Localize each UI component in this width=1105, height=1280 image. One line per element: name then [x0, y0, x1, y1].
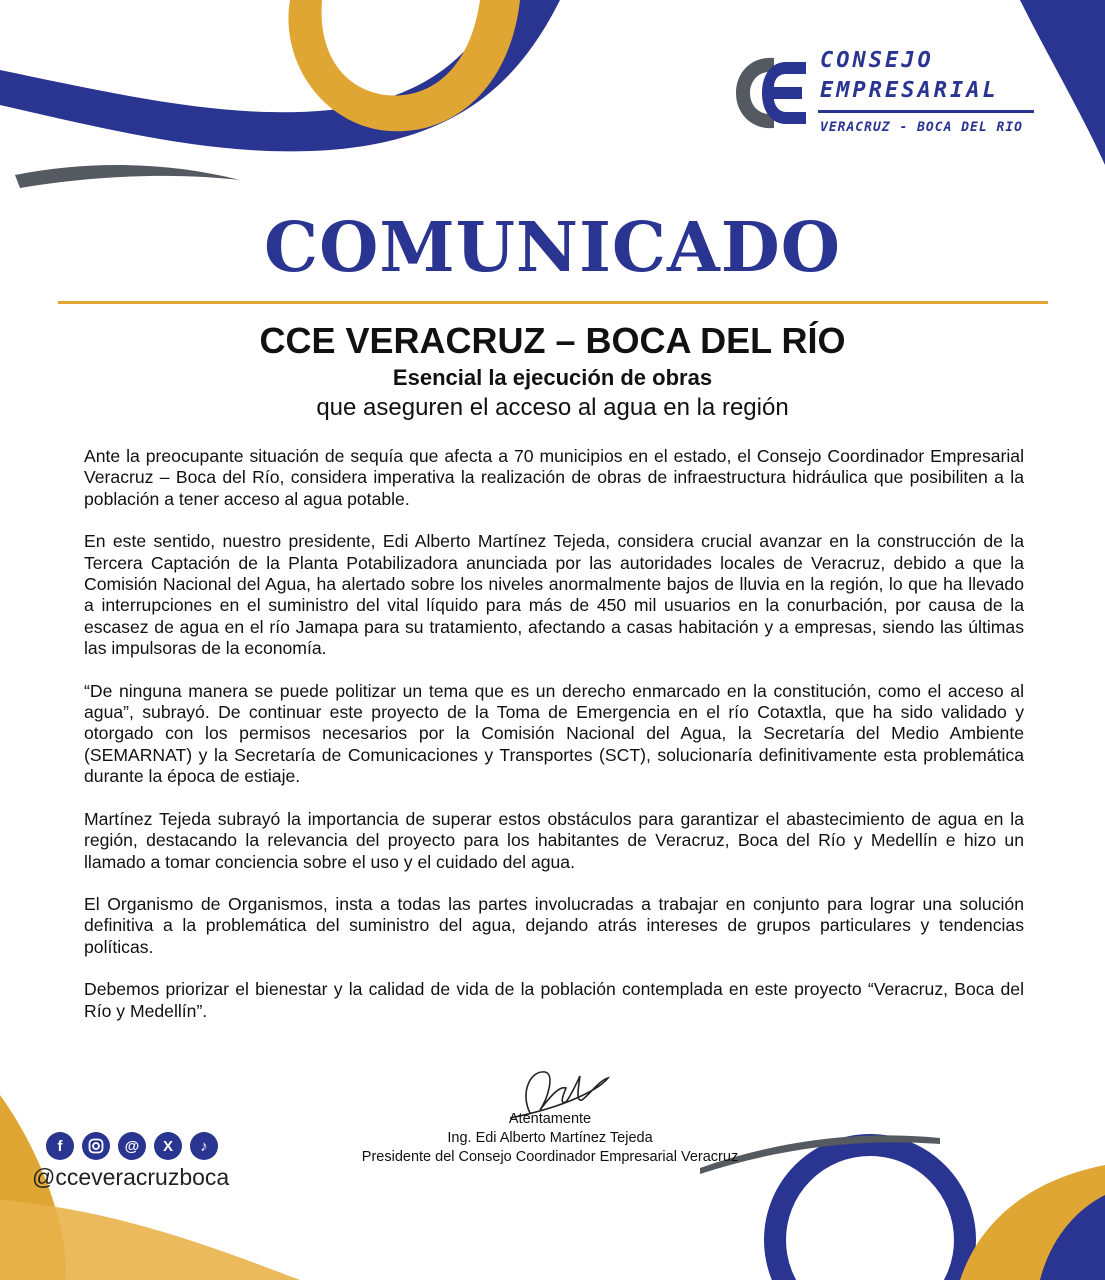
facebook-icon[interactable]: f: [46, 1132, 74, 1160]
gray-arc-top: [15, 165, 240, 188]
paragraph: Debemos priorizar el bienestar y la calidad de vida de la población contemplada en este proyecto “Veracruz, Boca del Río y Medellín”.: [84, 979, 1024, 1021]
page-title: COMUNICADO: [264, 208, 841, 288]
logo-text-location: VERACRUZ - BOCA DEL RIO: [820, 120, 1024, 135]
cce-logo: [728, 44, 1048, 140]
title-divider: [58, 301, 1048, 304]
navy-ring-bottom-right: [775, 1145, 965, 1280]
paragraph: El Organismo de Organismos, insta a todas las partes involucradas a trabajar en conjunto para lograr una solución definitiva a la problemática del suministro del agua, dejando atrás intereses de grupos particulares y tendencias políticas.: [84, 893, 1024, 957]
logo-text-consejo: CONSEJO: [820, 48, 934, 73]
headline: CCE VERACRUZ – BOCA DEL RÍO: [259, 320, 846, 361]
instagram-icon[interactable]: [82, 1132, 110, 1160]
logo-divider: [818, 110, 1034, 113]
cce-logo-mark-icon: [728, 50, 812, 136]
social-handle[interactable]: @cceveracruzboca: [32, 1164, 230, 1190]
paragraph: Martínez Tejeda subrayó la importancia de superar estos obstáculos para garantizar el abastecimiento de agua en la región, destacando la relevancia del proyecto para los habitantes de Veracruz, Boca del Río y Medellín e hizo un llamado a tomar conciencia sobre el uso y el cuidado del agua.: [84, 808, 1024, 872]
paragraph: En este sentido, nuestro presidente, Edi Alberto Martínez Tejeda, considera crucial avanzar en la construcción de la Tercera Captación de la Planta Potabilizadora anunciada por las autoridades locales de Veracruz, debido a que la Comisión Nacional del Agua, ha alertado sobre los niveles anormalmente bajos de lluvia en la región, lo que ha llevado a interrupciones en el suministro del vital líquido para más de 450 mil usuarios en la conurbación, por causa de la escasez de agua en el río Jamapa para su tratamiento, afectando a casas habitación y a empresas, siendo las últimas las impulsoras de la economía.: [84, 531, 1024, 659]
signoff-closing: Atentamente: [508, 1111, 592, 1127]
tiktok-icon[interactable]: ♪: [190, 1132, 218, 1160]
press-release-body: [84, 446, 1024, 1043]
logo-text-empresarial: EMPRESARIAL: [820, 78, 999, 103]
signoff: [330, 1110, 770, 1167]
social-icons: [46, 1132, 236, 1166]
x-icon[interactable]: X: [154, 1132, 182, 1160]
gold-wave-bottom: [0, 1200, 300, 1280]
paragraph: “De ninguna manera se puede politizar un tema que es un derecho enmarcado en la constitución, como el acceso al agua”, subrayó. De continuar este proyecto de la Toma de Emergencia en el río Cotaxtla, que ha sido validado y otorgado con los permisos necesarios por la Comisión Nacional del Agua, la Secretaría del Medio Ambiente (SEMARNAT) y la Secretaría de Comunicaciones y Transportes (SCT), solucionaría definitivamente esta problemática durante la época de estiaje.: [84, 680, 1024, 787]
subheadline-secondary: que aseguren el acceso al agua en la región: [316, 394, 789, 421]
threads-icon[interactable]: @: [118, 1132, 146, 1160]
signoff-role: Presidente del Consejo Coordinador Empresarial Veracruz: [361, 1149, 739, 1165]
paragraph: Ante la preocupante situación de sequía que afecta a 70 municipios en el estado, el Consejo Coordinador Empresarial Veracruz – Boca del Río, considera imperativa la realización de obras de infraestructura hidráulica que posibiliten a la población a tener acceso al agua potable.: [84, 446, 1024, 509]
signoff-name: Ing. Edi Alberto Martínez Tejeda: [447, 1130, 653, 1146]
subheadline: Esencial la ejecución de obras: [392, 365, 713, 390]
